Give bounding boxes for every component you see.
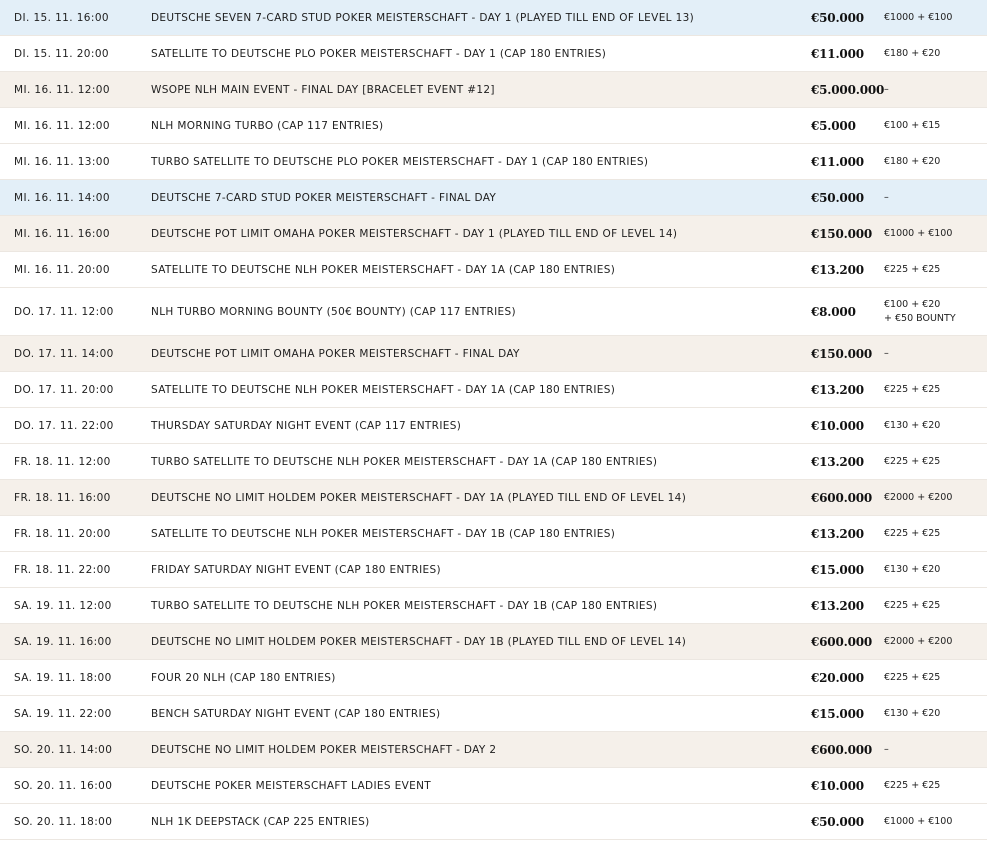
buyin-amount: €100 + €20 (884, 298, 941, 310)
event-name[interactable]: NLH 1K DEEPSTACK (CAP 225 ENTRIES) (151, 815, 370, 828)
event-date: MI. 16. 11. 12:00 (14, 119, 110, 132)
event-guarantee: €13.200 (811, 262, 864, 277)
event-date: DI. 15. 11. 16:00 (14, 11, 109, 24)
event-name[interactable]: THURSDAY SATURDAY NIGHT EVENT (CAP 117 ENTRIES) (151, 419, 462, 432)
buyin-amount: €225 + €25 (884, 779, 941, 791)
buyin-amount: – (884, 191, 889, 203)
schedule-row[interactable] (0, 696, 987, 732)
event-guarantee: €11.000 (811, 154, 864, 169)
event-buyin (884, 444, 940, 479)
event-guarantee: €11.000 (811, 46, 864, 61)
event-date: FR. 18. 11. 20:00 (14, 527, 111, 540)
buyin-bounty: + €50 BOUNTY (884, 312, 956, 324)
event-date: MI. 16. 11. 14:00 (14, 191, 110, 204)
buyin-amount: €225 + €25 (884, 383, 941, 395)
event-buyin (884, 0, 952, 35)
event-buyin (884, 252, 940, 287)
event-buyin (884, 336, 889, 371)
schedule-row[interactable] (0, 516, 987, 552)
event-guarantee: €50.000 (811, 190, 864, 205)
event-date: MI. 16. 11. 13:00 (14, 155, 110, 168)
buyin-amount: €1000 + €100 (884, 227, 953, 239)
event-guarantee: €5.000.000 (811, 82, 885, 97)
buyin-amount: €180 + €20 (884, 47, 941, 59)
schedule-row[interactable] (0, 216, 987, 252)
schedule-row[interactable] (0, 732, 987, 768)
schedule-row[interactable] (0, 372, 987, 408)
event-date: SO. 20. 11. 18:00 (14, 815, 113, 828)
schedule-row[interactable] (0, 0, 987, 36)
event-date: DI. 15. 11. 20:00 (14, 47, 109, 60)
event-name[interactable]: SATELLITE TO DEUTSCHE NLH POKER MEISTERSCHAFT - DAY 1A (CAP 180 ENTRIES) (151, 383, 616, 396)
event-guarantee: €150.000 (811, 226, 873, 241)
event-buyin (884, 288, 956, 335)
event-date: SA. 19. 11. 22:00 (14, 707, 112, 720)
event-date: SO. 20. 11. 14:00 (14, 743, 113, 756)
event-name[interactable]: NLH MORNING TURBO (CAP 117 ENTRIES) (151, 119, 384, 132)
event-date: MI. 16. 11. 12:00 (14, 83, 110, 96)
schedule-row[interactable] (0, 144, 987, 180)
schedule-row[interactable] (0, 288, 987, 336)
buyin-amount: €180 + €20 (884, 155, 941, 167)
buyin-amount: €225 + €25 (884, 671, 941, 683)
event-name[interactable]: DEUTSCHE 7-CARD STUD POKER MEISTERSCHAFT - FINAL DAY (151, 191, 497, 204)
buyin-amount: €225 + €25 (884, 263, 941, 275)
event-name[interactable]: DEUTSCHE NO LIMIT HOLDEM POKER MEISTERSCHAFT - DAY 1B (PLAYED TILL END OF LEVEL 14) (151, 635, 687, 648)
event-guarantee: €13.200 (811, 454, 864, 469)
buyin-amount: – (884, 743, 889, 755)
event-guarantee: €5.000 (811, 118, 856, 133)
event-buyin (884, 552, 940, 587)
event-guarantee: €50.000 (811, 10, 864, 25)
event-date: MI. 16. 11. 20:00 (14, 263, 110, 276)
event-guarantee: €13.200 (811, 598, 864, 613)
event-name[interactable]: SATELLITE TO DEUTSCHE NLH POKER MEISTERSCHAFT - DAY 1B (CAP 180 ENTRIES) (151, 527, 616, 540)
schedule-row[interactable] (0, 180, 987, 216)
event-guarantee: €20.000 (811, 670, 864, 685)
event-name[interactable]: BENCH SATURDAY NIGHT EVENT (CAP 180 ENTRIES) (151, 707, 441, 720)
event-guarantee: €600.000 (811, 634, 873, 649)
event-buyin (884, 660, 940, 695)
schedule-row[interactable] (0, 72, 987, 108)
event-buyin (884, 72, 889, 107)
event-name[interactable]: NLH TURBO MORNING BOUNTY (50€ BOUNTY) (CAP 117 ENTRIES) (151, 305, 517, 318)
event-buyin (884, 732, 889, 767)
buyin-amount: €225 + €25 (884, 455, 941, 467)
event-date: DO. 17. 11. 12:00 (14, 305, 114, 318)
schedule-row[interactable] (0, 408, 987, 444)
event-buyin (884, 768, 940, 803)
event-date: MI. 16. 11. 16:00 (14, 227, 110, 240)
event-guarantee: €13.200 (811, 526, 864, 541)
schedule-row[interactable] (0, 36, 987, 72)
event-buyin (884, 696, 940, 731)
buyin-amount: €225 + €25 (884, 599, 941, 611)
event-name[interactable]: DEUTSCHE POKER MEISTERSCHAFT LADIES EVENT (151, 779, 432, 792)
event-buyin (884, 804, 952, 839)
event-name[interactable]: TURBO SATELLITE TO DEUTSCHE PLO POKER MEISTERSCHAFT - DAY 1 (CAP 180 ENTRIES) (151, 155, 649, 168)
event-guarantee: €600.000 (811, 490, 873, 505)
buyin-amount: €130 + €20 (884, 419, 941, 431)
buyin-amount: €1000 + €100 (884, 815, 953, 827)
event-name[interactable]: DEUTSCHE NO LIMIT HOLDEM POKER MEISTERSCHAFT - DAY 1A (PLAYED TILL END OF LEVEL 14) (151, 491, 687, 504)
event-guarantee: €8.000 (811, 304, 856, 319)
event-guarantee: €13.200 (811, 382, 864, 397)
event-name[interactable]: WSOPE NLH MAIN EVENT - FINAL DAY [BRACELET EVENT #12] (151, 83, 495, 96)
event-name[interactable]: FOUR 20 NLH (CAP 180 ENTRIES) (151, 671, 336, 684)
event-name[interactable]: DEUTSCHE SEVEN 7-CARD STUD POKER MEISTERSCHAFT - DAY 1 (PLAYED TILL END OF LEVEL 13) (151, 11, 695, 24)
buyin-amount: €1000 + €100 (884, 11, 953, 23)
buyin-amount: €2000 + €200 (884, 635, 953, 647)
buyin-amount: €130 + €20 (884, 563, 941, 575)
event-name[interactable]: TURBO SATELLITE TO DEUTSCHE NLH POKER MEISTERSCHAFT - DAY 1B (CAP 180 ENTRIES) (151, 599, 658, 612)
event-buyin (884, 36, 940, 71)
event-buyin (884, 372, 940, 407)
event-guarantee: €600.000 (811, 742, 873, 757)
event-buyin (884, 624, 952, 659)
event-date: FR. 18. 11. 12:00 (14, 455, 111, 468)
schedule-row[interactable] (0, 768, 987, 804)
schedule-row[interactable] (0, 444, 987, 480)
event-buyin (884, 516, 940, 551)
event-buyin (884, 408, 940, 443)
event-name[interactable]: FRIDAY SATURDAY NIGHT EVENT (CAP 180 ENTRIES) (151, 563, 441, 576)
event-name[interactable]: DEUTSCHE POT LIMIT OMAHA POKER MEISTERSCHAFT - FINAL DAY (151, 347, 520, 360)
event-date: FR. 18. 11. 16:00 (14, 491, 111, 504)
event-date: FR. 18. 11. 22:00 (14, 563, 111, 576)
event-guarantee: €50.000 (811, 814, 864, 829)
schedule-row[interactable] (0, 252, 987, 288)
schedule-row[interactable] (0, 552, 987, 588)
event-guarantee: €15.000 (811, 706, 864, 721)
event-date: DO. 17. 11. 20:00 (14, 383, 114, 396)
event-guarantee: €150.000 (811, 346, 873, 361)
event-buyin (884, 480, 952, 515)
event-buyin (884, 180, 889, 215)
event-buyin (884, 144, 940, 179)
event-name[interactable]: TURBO SATELLITE TO DEUTSCHE NLH POKER MEISTERSCHAFT - DAY 1A (CAP 180 ENTRIES) (151, 455, 658, 468)
buyin-amount: €225 + €25 (884, 527, 941, 539)
schedule-row[interactable] (0, 108, 987, 144)
schedule-row[interactable] (0, 480, 987, 516)
buyin-amount: – (884, 347, 889, 359)
buyin-amount: €2000 + €200 (884, 491, 953, 503)
event-date: SA. 19. 11. 18:00 (14, 671, 112, 684)
schedule-row[interactable] (0, 624, 987, 660)
schedule-row[interactable] (0, 336, 987, 372)
event-guarantee: €15.000 (811, 562, 864, 577)
event-name[interactable]: DEUTSCHE POT LIMIT OMAHA POKER MEISTERSCHAFT - DAY 1 (PLAYED TILL END OF LEVEL 14) (151, 227, 678, 240)
event-name[interactable]: SATELLITE TO DEUTSCHE PLO POKER MEISTERSCHAFT - DAY 1 (CAP 180 ENTRIES) (151, 47, 607, 60)
event-guarantee: €10.000 (811, 418, 864, 433)
event-date: DO. 17. 11. 14:00 (14, 347, 114, 360)
event-buyin (884, 216, 952, 251)
buyin-amount: €100 + €15 (884, 119, 941, 131)
event-buyin (884, 108, 940, 143)
event-date: SA. 19. 11. 16:00 (14, 635, 112, 648)
event-date: SA. 19. 11. 12:00 (14, 599, 112, 612)
event-buyin (884, 588, 940, 623)
event-name[interactable]: SATELLITE TO DEUTSCHE NLH POKER MEISTERSCHAFT - DAY 1A (CAP 180 ENTRIES) (151, 263, 616, 276)
schedule-row[interactable] (0, 660, 987, 696)
event-date: DO. 17. 11. 22:00 (14, 419, 114, 432)
schedule-row[interactable] (0, 588, 987, 624)
schedule-row[interactable] (0, 804, 987, 840)
event-guarantee: €10.000 (811, 778, 864, 793)
event-date: SO. 20. 11. 16:00 (14, 779, 113, 792)
event-name[interactable]: DEUTSCHE NO LIMIT HOLDEM POKER MEISTERSCHAFT - DAY 2 (151, 743, 497, 756)
buyin-amount: – (884, 83, 889, 95)
buyin-amount: €130 + €20 (884, 707, 941, 719)
